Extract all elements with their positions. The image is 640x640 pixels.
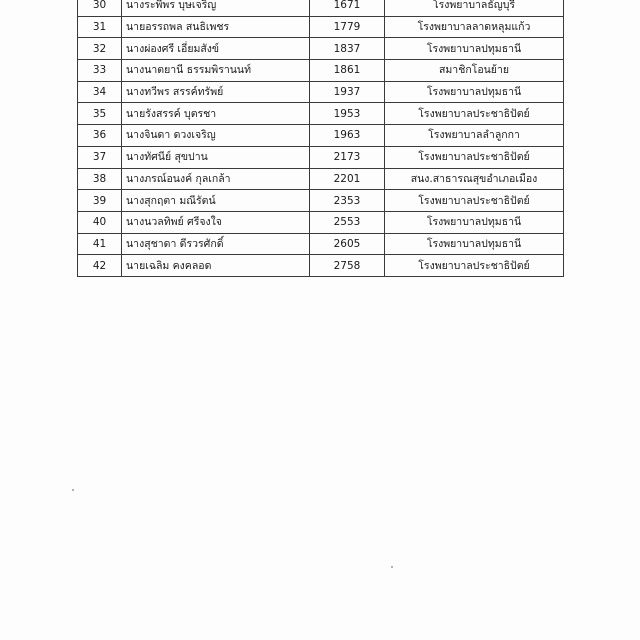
table-row (78, 0, 564, 16)
member-code: 1671 (310, 0, 385, 16)
table-row (78, 38, 564, 60)
row-number: 36 (78, 125, 122, 147)
member-organization: โรงพยาบาลประชาธิปัตย์ (385, 190, 564, 212)
member-code: 1963 (310, 125, 385, 147)
member-code: 2173 (310, 146, 385, 168)
member-code: 1937 (310, 81, 385, 103)
row-number: 32 (78, 38, 122, 60)
member-code: 1953 (310, 103, 385, 125)
member-code: 2353 (310, 190, 385, 212)
table-row (78, 60, 564, 82)
member-name: นางทวีพร สรรค์ทรัพย์ (122, 81, 310, 103)
table-row (78, 190, 564, 212)
member-organization: โรงพยาบาลลาดหลุมแก้ว (385, 16, 564, 38)
member-code: 2553 (310, 211, 385, 233)
member-code: 1837 (310, 38, 385, 60)
table-row (78, 211, 564, 233)
table-row (78, 233, 564, 255)
scan-speck (72, 489, 74, 491)
scan-speck (391, 566, 393, 568)
member-name: นางสุกฤตา มณีรัตน์ (122, 190, 310, 212)
member-code: 2201 (310, 168, 385, 190)
member-name: นายรังสรรค์ บุตรชา (122, 103, 310, 125)
member-organization: โรงพยาบาลปทุมธานี (385, 211, 564, 233)
table-row (78, 16, 564, 38)
row-number: 35 (78, 103, 122, 125)
row-number: 42 (78, 255, 122, 277)
member-name: นางทัศนีย์ สุขปาน (122, 146, 310, 168)
member-organization: สมาชิกโอนย้าย (385, 60, 564, 82)
member-name: นางภรณ์อนงค์ กุลเกล้า (122, 168, 310, 190)
row-number: 30 (78, 0, 122, 16)
member-table-body (78, 0, 564, 276)
member-organization: โรงพยาบาลประชาธิปัตย์ (385, 255, 564, 277)
member-organization: โรงพยาบาลประชาธิปัตย์ (385, 146, 564, 168)
member-name: นางนาตยานี ธรรมพิรานนท์ (122, 60, 310, 82)
table-row (78, 81, 564, 103)
member-name: นายอรรถพล สนธิเพชร (122, 16, 310, 38)
row-number: 33 (78, 60, 122, 82)
member-code: 2758 (310, 255, 385, 277)
member-organization: โรงพยาบาลลำลูกกา (385, 125, 564, 147)
member-organization: โรงพยาบาลปทุมธานี (385, 233, 564, 255)
member-code: 1861 (310, 60, 385, 82)
table-row (78, 255, 564, 277)
row-number: 37 (78, 146, 122, 168)
table-row (78, 168, 564, 190)
row-number: 40 (78, 211, 122, 233)
row-number: 34 (78, 81, 122, 103)
member-name: นางจินดา ดวงเจริญ (122, 125, 310, 147)
table-row (78, 103, 564, 125)
member-table (77, 0, 564, 277)
row-number: 41 (78, 233, 122, 255)
member-organization: โรงพยาบาลประชาธิปัตย์ (385, 103, 564, 125)
member-code: 2605 (310, 233, 385, 255)
member-organization: โรงพยาบาลปทุมธานี (385, 81, 564, 103)
member-name: นางระพีพร บุษเจริญ (122, 0, 310, 16)
member-code: 1779 (310, 16, 385, 38)
member-organization: โรงพยาบาลปทุมธานี (385, 38, 564, 60)
table-row (78, 146, 564, 168)
member-name: นางสุชาดา ดีรวรศักดิ์ (122, 233, 310, 255)
member-name: นางนวลทิพย์ ศรีจงใจ (122, 211, 310, 233)
member-organization: สนง.สาธารณสุขอำเภอเมือง (385, 168, 564, 190)
member-name: นางผ่องศรี เอี่ยมสังข์ (122, 38, 310, 60)
row-number: 39 (78, 190, 122, 212)
table-row (78, 125, 564, 147)
row-number: 38 (78, 168, 122, 190)
member-name: นายเฉลิม คงคลอด (122, 255, 310, 277)
member-organization: โรงพยาบาลธัญบุรี (385, 0, 564, 16)
row-number: 31 (78, 16, 122, 38)
